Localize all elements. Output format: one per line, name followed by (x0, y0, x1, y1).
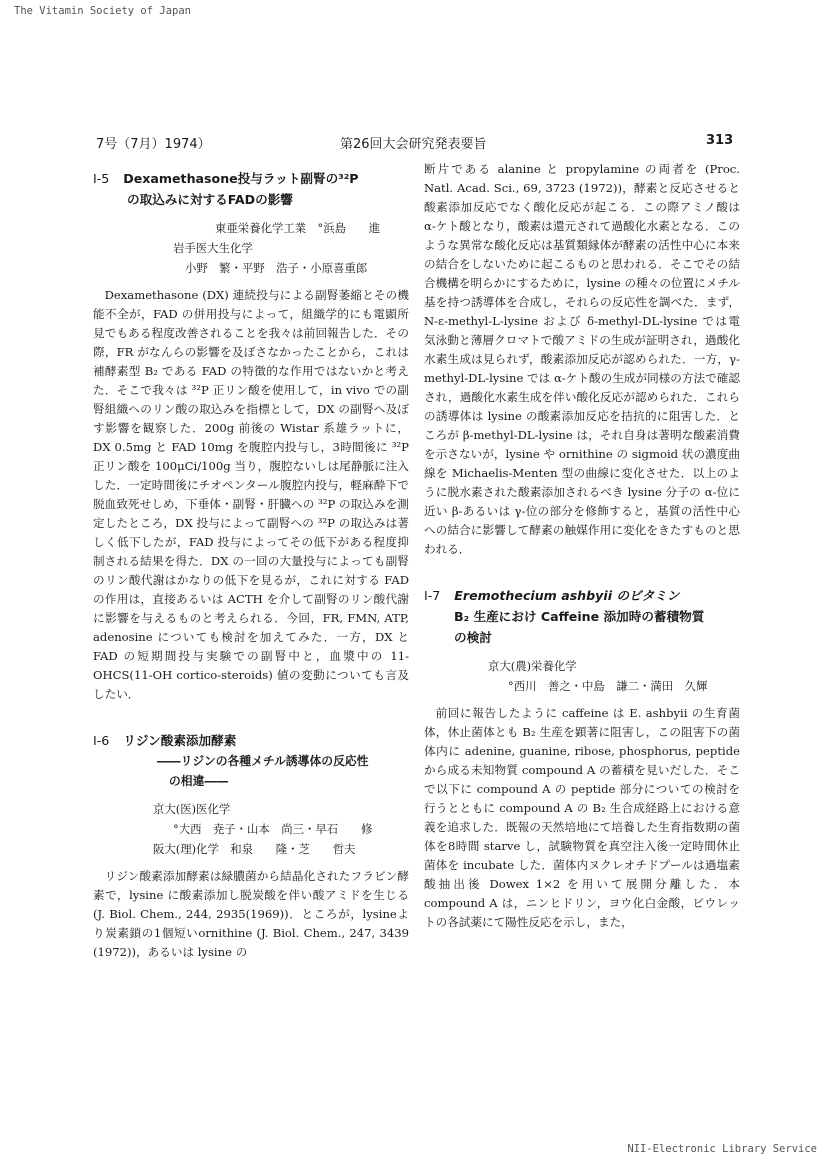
section-i5-body: Dexamethasone (DX) 連続投与による副腎萎縮とその機能不全が，FAD の併用投与によって，組織学的にも電顕所見でもある程度改善されることを我々は前回報告した．その際，FR がなんらの影響を及ぼさなかったことから，これは補酵素型 B₂ である FAD の特徴的な作用ではないかと考えた．そこで我々は ³²P 正リン酸を使用して，in vivo での副腎組織へのリン酸の取込みを指標として，DX の副腎へ及ぼす影響を観察した．200g 前後の Wistar 系雄ラットに，DX 0.5mg と FAD 10mg を腹腔内投与し，3時間後に ³²P 正リン酸を 100μCi/100g 当り，腹腔ないしは尾静脈に注入した．一定時間後にチオペンタール腹腔内投与，軽麻酔下で脱血致死せしめ，下垂体・副腎・肝臓への ³²P の取込みを測定したところ，DX 投与によって副腎への ³²P の取込みは著しく低下したが，FAD 投与によってその低下がある程度抑制される結果を得た．DX の一回の大量投与によっても副腎のリン酸代謝はかなりの低下を見るが，これに対する FAD の作用は，直接あるいは ACTH を介して副腎のリン酸代謝に影響を与えるものと考えられる．今回，FR, FMN, ATP, adenosine についても検討を加えてみた．一方，DX と FAD の短期間投与実験での副腎中と，血漿中の 11-OHCS(11-OH cortico-steroids) 値の変動についても言及したい． (93, 288, 409, 701)
journal-header: 第26回大会研究発表要旨 (340, 137, 487, 152)
page-number: 313 (706, 133, 734, 148)
section-i5-affiliation-1: 東亜栄養化学工業 °浜島 進 (215, 221, 381, 235)
library-service-footer: NII-Electronic Library Service (627, 1143, 817, 1155)
section-i7-affiliation-1: 京大(農)栄養化学 (488, 659, 577, 673)
section-i5-number: Ⅰ-5 (93, 171, 110, 186)
section-i7-affiliation-2: °西川 善之・中島 謙二・満田 久輝 (508, 679, 708, 693)
right-column (424, 160, 740, 932)
section-i7-number: Ⅰ-7 (424, 588, 441, 603)
society-watermark: The Vitamin Society of Japan (14, 5, 192, 17)
section-i7-title-line3: の検討 (454, 630, 492, 645)
left-column (93, 160, 409, 962)
section-i6-affiliation-3: 阪大(理)化学 和泉 隆・芝 哲夫 (153, 842, 356, 856)
section-i6-title: Ⅰ-6 リジン酸素添加酵素 (93, 733, 237, 748)
section-i6-body-right: 断片である alanine と propylamine の両者を (Proc. Natl. Acad. Sci., 69, 3723 (1972))，酵素と反応させると酸素添加反応でなく酸化反応が起こる．この際アミノ酸は α-ケト酸となり，酸素は還元されて過酸化水素となる．このような異常な酸化反応は基質類縁体が酵素の活性中心に本来の結合をしないために起こるものと思われる．そこでその結合機構を明らかにするために，lysine の種々の位置にメチル基を持つ誘導体を合成し，それらの反応性を調べた．まず，N-ε-methyl-L-lysine および δ-methyl-DL-lysine では電気泳動と薄層クロマトで酸アミドの生成が証明され，過酸化水素生成は見られず，酸素添加反応が認められた．一方，γ-methyl-DL-lysine では α-ケト酸の生成が同様の方法で確認され，過酸化水素生成を伴い酸化反応が認められた．これらの誘導体は lysine の酸素添加反応を拮抗的に阻害した．ところが β-methyl-DL-lysine は，それ自身は著明な酸素消費を示さないが，lysine や ornithine の sigmoid 状の濃度曲線を Michaelis-Menten 型の曲線に変化させた．以上のように脱水素された酸素添加されるべき lysine 分子の α-位に近い β-あるいは γ-位の部分を修飾すると，基質の活性中心への結合に影響して酵素の触媒作用に変化をきたすものと思われる． (424, 162, 740, 556)
section-i6-subtitle-2: の相違―― (169, 774, 228, 788)
section-i5-title-line1: Ⅰ-5 Dexamethasone投与ラット副腎の³²P (93, 171, 359, 186)
section-i5-affiliation-2: 岩手医大生化学 (173, 241, 253, 255)
section-i7-body: 前回に報告したように caffeine は E. ashbyii の生育菌体，休止菌体とも B₂ 生産を顕著に阻害し，この阻害下の菌体内に adenine, guanine, ribose, phosphorus, peptide から成る未知物質 compound A の蓄積を見いだした．そこで以下に compound A の peptide 部分についての検討を行うとともに compound A の B₂ 生合成経路上における意義を追求した．既報の天然培地にて培養した生育指数期の菌体を8時間 starve し，試験物質を真空注入後一定時間休止菌体を incubate した．菌体内ヌクレオチドプールは過塩素酸抽出後 Dowex 1×2 を用いて展開分離した．本 compound A は，ニンヒドリン，ヨウ化白金酸，ビウレットの各試薬にて陽性反応を示し，また， (424, 706, 740, 929)
section-i6-subtitle-1: ――リジンの各種メチル誘導体の反応性 (157, 754, 369, 768)
section-i5-title-line2: の取込みに対するFADの影響 (127, 192, 293, 207)
section-i5-affiliation-3: 小野 繁・平野 浩子・小原喜重郎 (185, 261, 368, 275)
section-i6-affiliation-2: °大西 尭子・山本 尚三・早石 修 (173, 822, 373, 836)
section-i6-body-left: リジン酸素添加酵素は緑膿菌から結晶化されたフラビン酵素で，lysine に酸素添加し脱炭酸を伴い酸アミドを生じる (J. Biol. Chem., 244, 2935(1969))．ところが，lysineより炭素鎖の1個短いornithine (J. Biol. Chem., 247, 3439 (1972))，あるいは lysine の (93, 869, 409, 959)
section-i6-affiliation-1: 京大(医)医化学 (153, 802, 231, 816)
section-i7-title-line2: B₂ 生産におけ Caffeine 添加時の蓄積物質 (454, 609, 705, 624)
section-i6-number: Ⅰ-6 (93, 733, 110, 748)
section-i7-title-line1: Ⅰ-7 Eremothecium ashbyii のビタミン (424, 588, 680, 603)
issue-header: 7号（7月）1974） (96, 137, 211, 152)
